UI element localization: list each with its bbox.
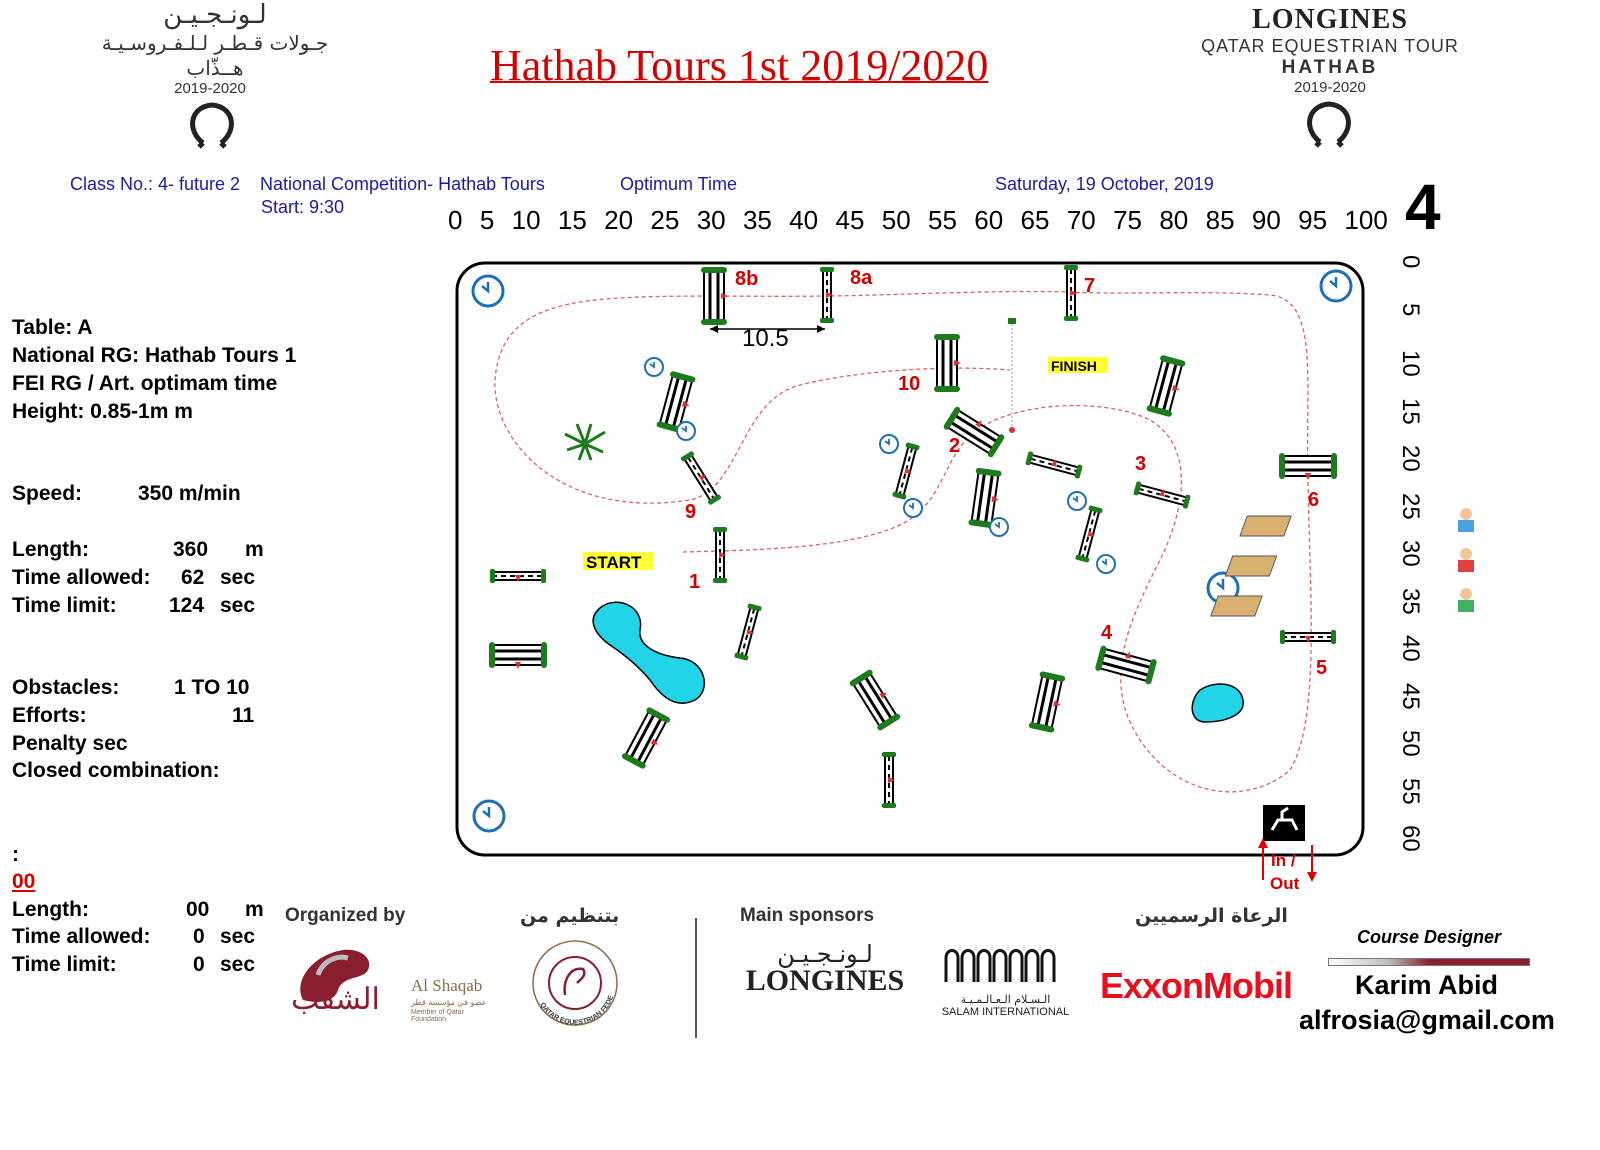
- y-scale-tick: 25: [1397, 492, 1424, 520]
- length-value: 360: [173, 538, 209, 561]
- qef-logo: [515, 935, 635, 1030]
- y-scale-tick: 20: [1397, 445, 1424, 472]
- designer-name: Karim Abid: [1355, 970, 1499, 1000]
- salam-emblem-icon: [938, 940, 1073, 988]
- obstacle-spare: [621, 706, 672, 770]
- obstacle-1: [713, 527, 727, 583]
- y-scale-tick: 50: [1397, 730, 1424, 757]
- speed-label: Speed:: [12, 482, 83, 505]
- y-scale-tick: 35: [1397, 587, 1424, 615]
- obstacle-number-3: 3: [1135, 453, 1147, 475]
- footer-divider: [695, 918, 697, 1038]
- efforts-label: Efforts:: [12, 704, 87, 727]
- exxon-sponsor-logo: ExxonMobil: [1100, 965, 1293, 1006]
- height: Height: 0.85-1m m: [12, 400, 193, 423]
- salam-name: SALAM INTERNATIONAL: [941, 1006, 1070, 1018]
- left-logo-year: 2019-2020: [174, 80, 246, 97]
- y-scale-tick: 60: [1397, 825, 1424, 852]
- x-scale-tick: 35: [742, 205, 772, 235]
- competition-date: Saturday, 19 October, 2019: [995, 174, 1214, 194]
- organized-by-ar-label: بتنظيم من: [520, 905, 620, 927]
- clock-icon: [473, 276, 503, 306]
- time-allowed-unit: sec: [220, 566, 256, 589]
- salam-sponsor-logo: [938, 940, 1073, 1018]
- clock-icon: [990, 518, 1008, 536]
- jumpoff-length-unit: m: [245, 898, 264, 921]
- jumpoff-length-value: 00: [186, 898, 210, 921]
- al-shaqab-name: Al Shaqab: [411, 976, 483, 995]
- clock-icon: [1097, 555, 1115, 573]
- length-unit: m: [245, 538, 264, 561]
- obstacle-3: [1133, 481, 1191, 509]
- jumpoff-time-limit-unit: sec: [220, 953, 256, 976]
- x-scale-tick: 85: [1205, 205, 1235, 235]
- page-title: Hathab Tours 1st 2019/2020: [490, 41, 989, 90]
- start-label: START: [586, 553, 642, 572]
- right-logo-event: HATHAB: [1281, 57, 1379, 78]
- right-logo-tour: QATAR EQUESTRIAN TOUR: [1201, 36, 1459, 56]
- closed-combination-label: Closed combination:: [12, 759, 220, 782]
- al-shaqab-logo: [283, 940, 493, 1023]
- left-logo-ar-2: جـولات قـطـر لـلـفـروسـيـة: [101, 31, 329, 55]
- obstacles-value: 1 TO 10: [174, 676, 250, 699]
- y-scale-tick: 5: [1397, 302, 1424, 316]
- obstacle-number-4: 4: [1101, 622, 1113, 644]
- x-scale-tick: 0: [448, 205, 463, 235]
- jumpoff-time-limit-value: 0: [193, 953, 205, 976]
- jumpoff-time-allowed-unit: sec: [220, 925, 256, 948]
- obstacle-spare: [1028, 671, 1066, 733]
- obstacle-9: [680, 451, 722, 506]
- al-shaqab-sub-ar: عضو في مؤسسة قطر: [411, 998, 487, 1007]
- longines-ar: لـونـجـيـن: [777, 940, 873, 968]
- in-out-label-2: Out: [1270, 874, 1300, 893]
- y-scale-tick: 10: [1397, 350, 1424, 377]
- jumpoff-colon: :: [12, 843, 19, 866]
- obstacle-number-8a: 8a: [850, 267, 873, 289]
- y-scale-tick: 15: [1397, 397, 1424, 425]
- y-scale-tick: 45: [1397, 682, 1424, 710]
- length-label: Length:: [12, 538, 89, 561]
- clock-icon: [474, 801, 504, 831]
- class-number: Class No.: 4- future 2: [70, 174, 241, 194]
- obstacle-spare: [734, 603, 762, 661]
- designer-email: alfrosia@gmail.com: [1299, 1005, 1555, 1035]
- obstacle-number-1: 1: [689, 571, 701, 593]
- left-logo-ar-3: هــذّاب: [186, 56, 244, 80]
- obstacle-10: [934, 334, 961, 392]
- main-sponsors-ar-label: الرعاة الرسميين: [1135, 905, 1288, 927]
- competition-name: National Competition- Hathab Tours: [260, 174, 545, 194]
- time-limit-label: Time limit:: [12, 594, 117, 617]
- obstacle-number-8b: 8b: [735, 268, 759, 290]
- x-scale-tick: 70: [1066, 205, 1096, 235]
- obstacle-number-5: 5: [1316, 657, 1328, 679]
- longines-name: LONGINES: [745, 964, 905, 997]
- jumpoff-time-allowed-label: Time allowed:: [12, 925, 151, 948]
- x-scale-tick: 5: [479, 205, 495, 235]
- x-scale-tick: 100: [1344, 205, 1388, 235]
- obstacle-number-6: 6: [1308, 489, 1320, 511]
- obstacle-spare: [489, 642, 547, 669]
- x-scale-tick: 55: [928, 205, 957, 235]
- jumpoff-length-label: Length:: [12, 898, 89, 921]
- clock-icon: [645, 358, 663, 376]
- finish-label: FINISH: [1051, 358, 1097, 374]
- class-number-big: 4: [1405, 171, 1441, 243]
- x-scale-tick: 20: [604, 205, 634, 235]
- y-scale-tick: 30: [1397, 540, 1424, 567]
- clock-icon: [1068, 492, 1086, 510]
- longines-sponsor-logo: [740, 940, 910, 998]
- jumpoff-time-limit-label: Time limit:: [12, 953, 117, 976]
- obstacle-spare: [1075, 505, 1103, 563]
- clock-icon: [1321, 271, 1351, 301]
- clock-icon: [677, 422, 695, 440]
- x-scale-tick: 25: [650, 205, 680, 235]
- obstacle-number-7: 7: [1084, 275, 1096, 297]
- x-scale-tick: 80: [1159, 205, 1189, 235]
- time-limit-value: 124: [169, 594, 205, 617]
- obstacle-spare: [490, 569, 546, 583]
- obstacle-7: [1064, 265, 1078, 321]
- x-scale-tick: 65: [1020, 205, 1050, 235]
- penalty-label: Penalty sec: [12, 732, 128, 755]
- start-time: Start: 9:30: [261, 197, 345, 217]
- speed-value: 350 m/min: [138, 482, 241, 505]
- y-scale-tick: 55: [1397, 777, 1424, 805]
- water-feature: [1192, 684, 1243, 722]
- obstacles-label: Obstacles:: [12, 676, 120, 699]
- jumpoff-heading: 00: [12, 870, 36, 893]
- course-route: [495, 292, 1311, 792]
- jumpoff-time-allowed-value: 0: [193, 925, 205, 948]
- qef-name: QATAR EQUESTRIAN FEDE: [538, 994, 616, 1027]
- obstacle-spare: [1146, 355, 1187, 418]
- clock-icon: [904, 499, 922, 517]
- in-out-label-1: In /: [1271, 851, 1296, 870]
- time-allowed-value: 62: [181, 566, 205, 589]
- clock-icon: [880, 435, 898, 453]
- x-scale-tick: 10: [511, 205, 541, 235]
- organized-by-label: Organized by: [285, 905, 406, 926]
- longines-brand: LONGINES: [1252, 4, 1408, 35]
- course-designer-label: Course Designer: [1357, 927, 1502, 947]
- plant-decoration: [565, 424, 605, 460]
- right-logo-year: 2019-2020: [1294, 79, 1366, 96]
- y-scale-tick: 40: [1397, 635, 1424, 662]
- al-shaqab-ar: الشقب: [291, 982, 380, 1017]
- time-allowed-label: Time allowed:: [12, 566, 151, 589]
- national-rg: National RG: Hathab Tours 1: [12, 344, 297, 367]
- main-sponsors-label: Main sponsors: [740, 905, 875, 926]
- x-scale-tick: 95: [1298, 205, 1328, 235]
- obstacle-4: [1095, 644, 1158, 685]
- obstacle-number-2: 2: [949, 435, 961, 457]
- obstacle-6: [1279, 453, 1337, 480]
- obstacle-8b: [701, 267, 728, 325]
- obstacle-8a: [820, 267, 834, 323]
- judges-icon: [1211, 508, 1474, 616]
- obstacle-spare: [882, 752, 896, 808]
- distance-label: 10.5: [742, 325, 789, 352]
- water-feature: [593, 602, 704, 703]
- x-scale-tick: 15: [557, 205, 587, 235]
- x-scale-tick: 90: [1251, 205, 1281, 235]
- x-scale-tick: 30: [696, 205, 726, 235]
- x-scale-tick: 75: [1113, 205, 1142, 235]
- designer-bar: [1328, 958, 1530, 966]
- x-scale-tick: 45: [835, 205, 865, 235]
- obstacle-spare: [1025, 451, 1083, 479]
- efforts-value: 11: [232, 704, 255, 727]
- x-scale-tick: 60: [974, 205, 1004, 235]
- obstacle-5: [1280, 630, 1336, 644]
- left-logo-ar-1: لـونـجـيـن: [163, 0, 267, 30]
- time-limit-unit: sec: [220, 594, 256, 617]
- x-scale-tick: 50: [881, 205, 911, 235]
- x-scale-tick: 40: [789, 205, 819, 235]
- obstacle-spare: [849, 668, 903, 731]
- optimum-time-label: Optimum Time: [620, 174, 738, 194]
- fei-rg: FEI RG / Art. optimam time: [12, 372, 278, 395]
- al-shaqab-sub: Member of Qatar Foundation: [411, 1009, 464, 1023]
- table-type: Table: A: [12, 316, 93, 339]
- obstacle-number-10: 10: [898, 373, 921, 395]
- y-scale-tick: 0: [1397, 255, 1424, 269]
- obstacle-number-9: 9: [685, 501, 697, 523]
- salam-ar: الـسـلام الـعـالـمـيـة: [960, 993, 1051, 1006]
